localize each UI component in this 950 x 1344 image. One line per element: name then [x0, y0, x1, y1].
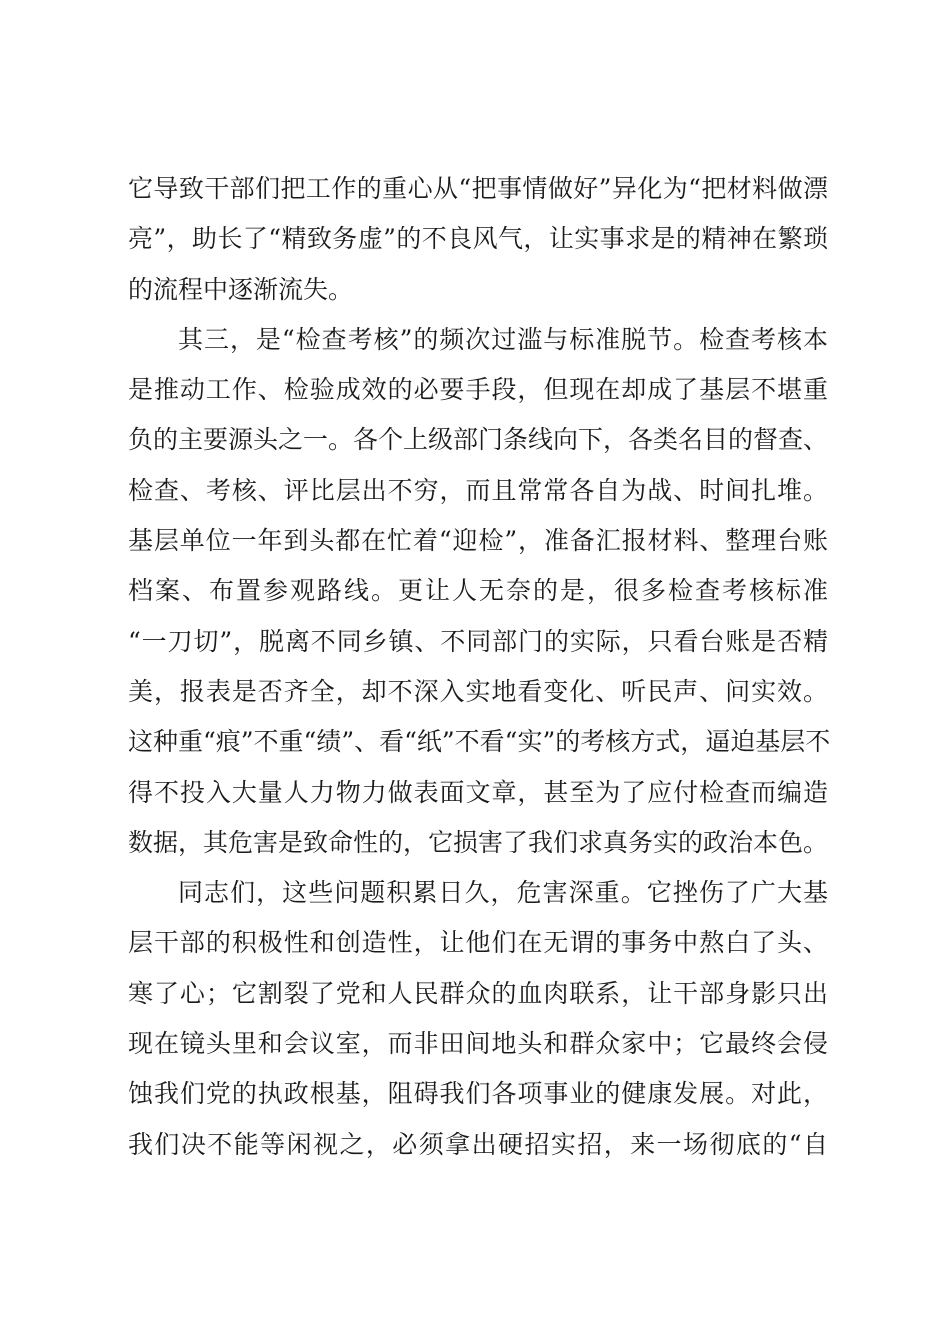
- text-line: 检查、考核、评比层出不穷，而且常常各自为战、时间扎堆。: [128, 475, 828, 505]
- paragraph-2: [128, 315, 831, 868]
- text-line: 基层单位一年到头都在忙着“迎检”，准备汇报材料、整理台账: [128, 526, 828, 556]
- text-line: 同志们，这些问题积累日久，危害深重。它挫伤了广大基: [178, 878, 828, 908]
- text-line: 现在镜头里和会议室，而非田间地头和群众家中；它最终会侵: [128, 1029, 828, 1059]
- paragraph-1: [128, 164, 828, 315]
- text-line: “一刀切”，脱离不同乡镇、不同部门的实际，只看台账是否精: [128, 626, 828, 656]
- text-line: 亮”，助长了“精致务虚”的不良风气，让实事求是的精神在繁琐: [128, 224, 828, 254]
- text-line: 是推动工作、检验成效的必要手段，但现在却成了基层不堪重: [128, 375, 828, 405]
- body-text: [128, 164, 831, 1170]
- paragraph-3: [128, 868, 828, 1170]
- text-line: 寒了心；它割裂了党和人民群众的血肉联系，让干部身影只出: [128, 978, 828, 1008]
- text-line: 层干部的积极性和创造性，让他们在无谓的事务中熬白了头、: [128, 928, 828, 958]
- text-line: 我们决不能等闲视之，必须拿出硬招实招，来一场彻底的“自: [128, 1129, 828, 1159]
- text-line: 的流程中逐渐流失。: [128, 274, 354, 304]
- text-line: 数据，其危害是致命性的，它损害了我们求真务实的政治本色。: [128, 827, 829, 857]
- text-line: 负的主要源头之一。各个上级部门条线向下，各类名目的督查、: [128, 425, 829, 455]
- text-line: 得不投入大量人力物力做表面文章，甚至为了应付检查而编造: [128, 777, 828, 807]
- text-line: 其三，是“检查考核”的频次过滥与标准脱节。检查考核本: [178, 324, 828, 354]
- text-line: 蚀我们党的执政根基，阻碍我们各项事业的健康发展。对此，: [128, 1079, 828, 1109]
- text-line: 档案、布置参观路线。更让人无奈的是，很多检查考核标准: [128, 576, 828, 606]
- text-line: 它导致干部们把工作的重心从“把事情做好”异化为“把材料做漂: [128, 174, 828, 203]
- text-line: 美，报表是否齐全，却不深入实地看变化、听民声、问实效。: [128, 676, 828, 706]
- text-line: 这种重“痕”不重“绩”、看“纸”不看“实”的考核方式，逼迫基层不: [128, 727, 831, 757]
